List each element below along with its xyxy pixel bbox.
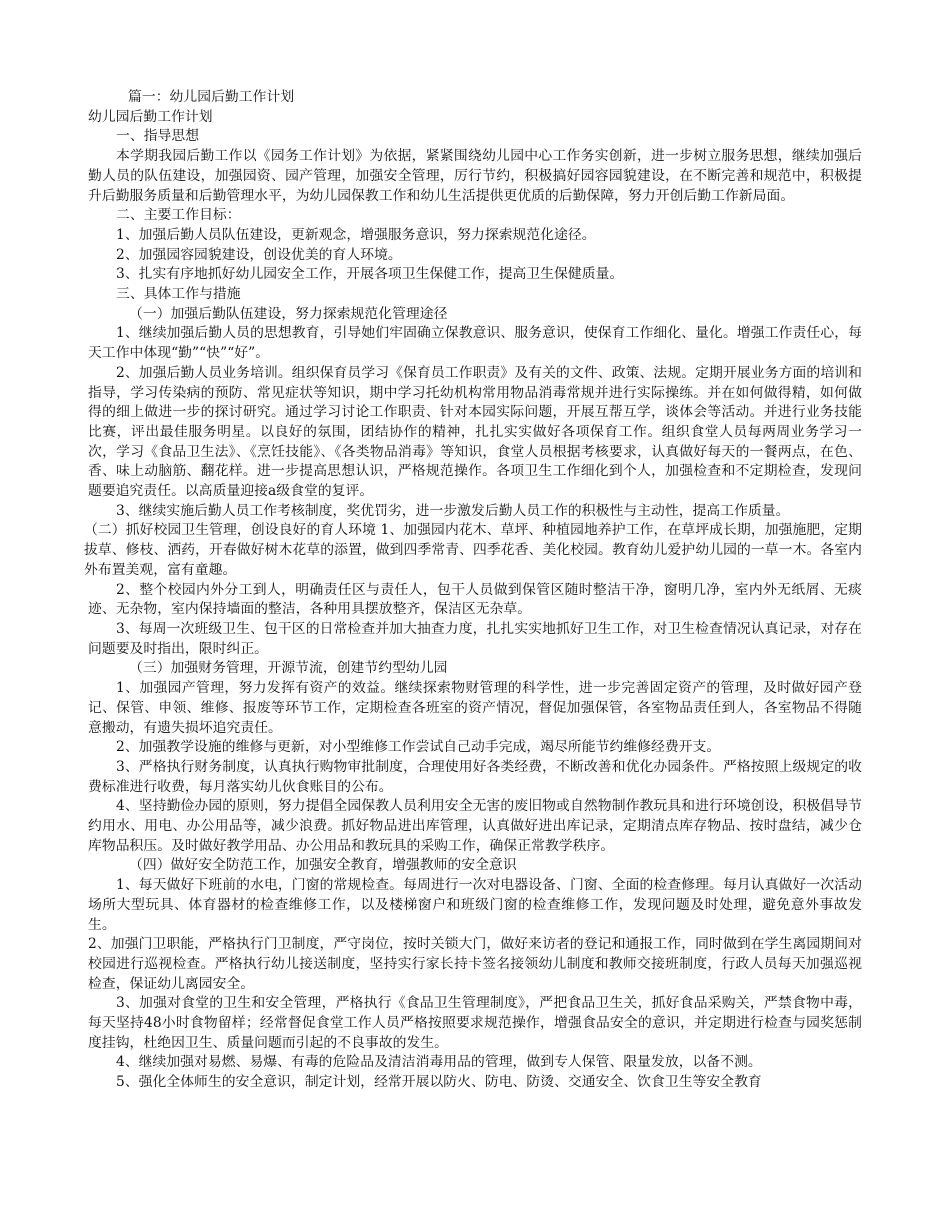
paragraph-finance-1: 1、加强园产管理，努力发挥有资产的效益。继续探索物财管理的科学性，进一步完善固定资产的管理，及时做好园产登记、保管、申领、维修、报废等环节工作，定期检查各班室的资产情况，督促加强保管，各室物品责任到人，各室物品不得随意搬动，有遗失损坏追究责任。 [88,680,862,736]
goal-item-1: 1、加强后勤人员队伍建设，更新观念，增强服务意识，努力探索规范化途径。 [116,226,596,243]
paragraph-safety-2: 2、加强门卫职能，严格执行门卫制度，严守岗位，按时关锁大门，做好来访者的登记和通报工作，同时做到在学生离园期间对校园进行巡视检查。严格执行幼儿接送制度，坚持实行家长持卡签名接领幼儿制度和教师交接班制度，行政人员每天加强巡视检查，保证幼儿离园安全。 [88,936,862,992]
paragraph-hygiene-2: 2、整个校园内外分工到人，明确责任区与责任人，包干人员做到保管区随时整洁干净，窗明几净，室内外无纸屑、无痰迹、无杂物，室内保持墙面的整洁，各种用具摆放整齐，保洁区无杂草。 [88,581,862,618]
paragraph-safety-5: 5、强化全体师生的安全意识，制定计划，经常开展以防火、防电、防烫、交通安全、饮食卫生等安全教育 [116,1074,762,1091]
paragraph-hygiene-3: 3、每周一次班级卫生、包干区的日常检查并加大抽查力度，扎扎实实地抓好卫生工作，对卫生检查情况认真记录，对存在问题要及时指出，限时纠正。 [88,620,862,657]
paragraph-team-building-1: 1、继续加强后勤人员的思想教育，引导她们牢固确立保教意识、服务意识，使保育工作细化、量化。增强工作责任心，每天工作中体现“勤”“快”“好”。 [88,325,862,362]
goal-item-3: 3、扎实有序地抓好幼儿园安全工作，开展各项卫生保健工作，提高卫生保健质量。 [116,266,624,283]
paragraph-safety-4: 4、继续加强对易燃、易爆、有毒的危险品及清洁消毒用品的管理，做到专人保管、限量发放，以备不测。 [116,1054,762,1071]
section-heading-measures: 三、具体工作与措施 [116,286,241,303]
subsection-heading-finance: （三）加强财务管理，开源节流，创建节约型幼儿园 [129,660,448,677]
goal-item-2: 2、加强园容园貌建设，创设优美的育人环境。 [116,246,402,263]
paragraph-team-building-3: 3、继续实施后勤人员工作考核制度，奖优罚劣，进一步激发后勤人员工作的积极性与主动性，提高工作质量。 [116,502,790,519]
paragraph-safety-3: 3、加强对食堂的卫生和安全管理，严格执行《食品卫生管理制度》，严把食品卫生关，抓好食品采购关，严禁食物中毒，每天坚持48小时食物留样；经常督促食堂工作人员严格按照要求规范操作，增强食品安全的意识，并定期进行检查与园奖惩制度挂钩，杜绝因卫生、质量问题而引起的不良事故的发生。 [88,995,862,1051]
paragraph-finance-2: 2、加强教学设施的维修与更新，对小型维修工作尝试自己动手完成，竭尽所能节约维修经费开支。 [116,739,721,756]
document-subtitle: 幼儿园后勤工作计划 [88,108,213,125]
section-heading-guiding-thought: 一、指导思想 [116,128,200,145]
document-title: 篇一：幼儿园后勤工作计划 [128,89,295,105]
paragraph-team-building-2: 2、加强后勤人员业务培训。组织保育员学习《保育员工作职责》及有关的文件、政策、法规。定期开展业务方面的培训和指导，学习传染病的预防、常见症状等知识，期中学习托幼机构常用物品消毒常规并进行实际操练。并在如何做得精，如何做得的细上做进一步的探讨研究。通过学习讨论工作职责、针对本园实际问题，开展互帮互学，谈体会等活动。并进行业务技能比赛，评出最佳服务明星。以良好的氛围，团结协作的精神，扎扎实实做好各项保育工作。组织食堂人员每两周业务学习一次，学习《食品卫生法》、《烹饪技能》、《各类物品消毒》等知识，食堂人员根据考核要求，认真做好每天的一餐两点，在色、香、味上动脑筋、翻花样。进一步提高思想认识，严格规范操作。各项卫生工作细化到个人，加强检查和不定期检查，发现问题要追究责任。以高质量迎接a级食堂的复评。 [88,364,862,500]
paragraph-guiding-thought: 本学期我园后勤工作以《园务工作计划》为依据，紧紧围绕幼儿园中心工作务实创新，进一步树立服务思想，继续加强后勤人员的队伍建设，加强园资、园产管理，加强安全管理，厉行节约，积极搞好园容园貌建设，在不断完善和规范中，积极提升后勤服务质量和后勤管理水平，为幼儿园保教工作和幼儿生活提供更优质的后勤保障，努力开创后勤工作新局面。 [88,148,862,204]
subsection-heading-hygiene: （二）抓好校园卫生管理，创设良好的育人环境 1、加强园内花木、草坪、种植园地养护工作，在草坪成长期，加强施肥，定期拔草、修枝、洒药，开春做好树木花草的添置，做到四季常青、四季花香、美化校园。教育幼儿爱护幼儿园的一草一木。各室内外布置美观，富有童趣。 [84,522,862,578]
section-heading-main-goals: 二、主要工作目标： [116,207,241,224]
subsection-heading-team-building: （一）加强后勤队伍建设，努力探索规范化管理途径 [129,305,448,322]
subsection-heading-safety: （四）做好安全防范工作，加强安全教育，增强教师的安全意识 [129,857,517,874]
paragraph-finance-4: 4、坚持勤俭办园的原则，努力提倡全园保教人员利用安全无害的废旧物或自然物制作教玩具和进行环境创设，积极倡导节约用水、用电、办公用品等，减少浪费。抓好物品进出库管理，认真做好进出库记录，定期清点库存物品、按时盘结，减少仓库物品积压。及时做好教学用品、办公用品和教玩具的采购工作，确保正常教学秩序。 [88,798,862,854]
paragraph-finance-3: 3、严格执行财务制度，认真执行购物审批制度，合理使用好各类经费，不断改善和优化办园条件。严格按照上级规定的收费标准进行收费，每月落实幼儿伙食账目的公布。 [88,758,862,795]
paragraph-safety-1: 1、每天做好下班前的水电，门窗的常规检查。每周进行一次对电器设备、门窗、全面的检查修理。每月认真做好一次活动场所大型玩具、体育器材的检查维修工作，以及楼梯窗户和班级门窗的检查维修工作，发现问题及时处理，避免意外事故发生。 [88,877,862,933]
